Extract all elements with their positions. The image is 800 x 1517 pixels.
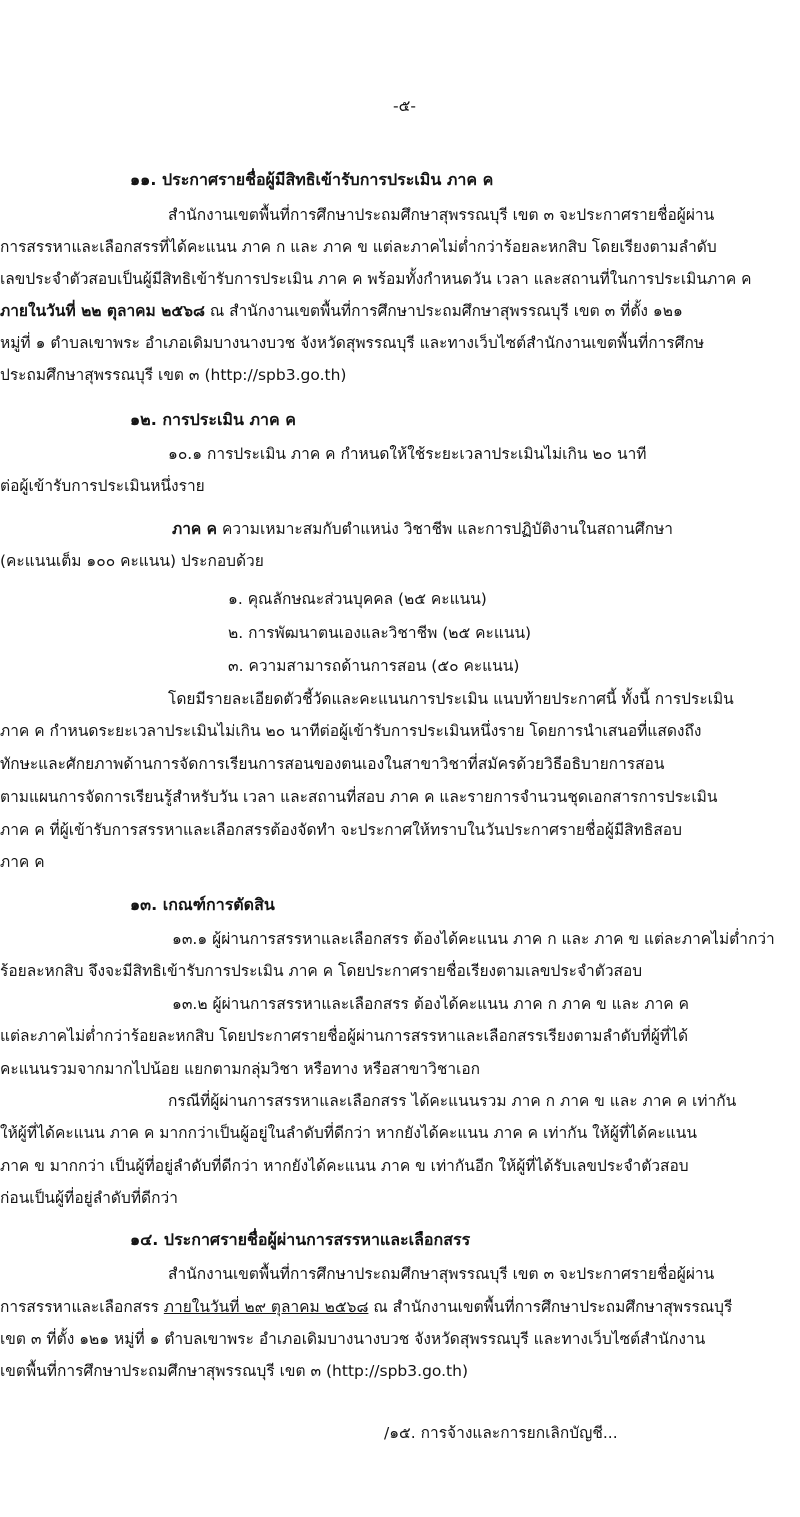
section-14-line-pre: การสรรหาและเลือกสรร [0,1298,164,1316]
section-12-line [172,518,673,540]
part-c-label: ภาค ค [172,520,218,538]
section-12-paragraph: ทักษะและศักยภาพด้านการจัดการเรียนการสอนของตนเองในสาขาวิชาที่สมัครด้วยวิธีอธิบายการสอน [0,755,665,773]
section-12-paragraph: ภาค ค กำหนดระยะเวลาประเมินไม่เกิน ๒๐ นาทีต่อผู้เข้ารับการประเมินหนึ่งราย โดยการนำเสนอที่แสดงถึง [0,722,702,740]
section-12-line: ต่อผู้เข้ารับการประเมินหนึ่งราย [0,477,205,495]
section-12-paragraph: โดยมีรายละเอียดตัวชี้วัดและคะแนนการประเมิน แนบท้ายประกาศนี้ ทั้งนี้ การประเมิน [168,690,734,708]
section-12-paragraph: ภาค ค ที่ผู้เข้ารับการสรรหาและเลือกสรรต้องจัดทำ จะประกาศให้ทราบในวันประกาศรายชื่อผู้มีสิทธิสอบ [0,821,682,839]
section-13-line: ภาค ข มากกว่า เป็นผู้ที่อยู่ลำดับที่ดีกว่า หากยังได้คะแนน ภาค ข เท่ากันอีก ให้ผู้ที่ได้รับเลขประจำตัวสอบ [0,1157,689,1175]
section-13-line: กรณีที่ผู้ผ่านการสรรหาและเลือกสรร ได้คะแนนรวม ภาค ก ภาค ข และ ภาค ค เท่ากัน [168,1092,737,1110]
deadline-date-bold: ภายในวันที่ ๒๒ ตุลาคม ๒๕๖๘ [0,302,205,320]
section-13-line: แต่ละภาคไม่ต่ำกว่าร้อยละหกสิบ โดยประกาศรายชื่อผู้ผ่านการสรรหาและเลือกสรรเรียงตามลำดับที่ผู้ที่ได้ [0,1027,689,1045]
section-13-heading: ๑๓. เกณฑ์การตัดสิน [130,895,275,914]
section-11-line: หมู่ที่ ๑ ตำบลเขาพระ อำเภอเดิมบางนางบวช จังหวัดสุพรรณบุรี และทางเว็บไซต์สำนักงานเขตพื้นที่การศึกษ [0,334,705,352]
page-number: -๕- [393,97,416,115]
section-14-line-rest: ณ สำนักงานเขตพื้นที่การศึกษาประถมศึกษาสุพรรณบุรี [368,1298,733,1316]
section-14-line: เขต ๓ ที่ตั้ง ๑๒๑ หมู่ที่ ๑ ตำบลเขาพระ อำเภอเดิมบางนางบวช จังหวัดสุพรรณบุรี และทางเว็บไซต์สำนักงาน [0,1330,706,1348]
section-12-line: ๑๐.๑ การประเมิน ภาค ค กำหนดให้ใช้ระยะเวลาประเมินไม่เกิน ๒๐ นาที [168,445,647,463]
section-12-heading: ๑๒. การประเมิน ภาค ค [130,410,296,429]
section-13-line: ๑๓.๒ ผู้ผ่านการสรรหาและเลือกสรร ต้องได้คะแนน ภาค ก ภาค ข และ ภาค ค [172,995,689,1013]
section-13-line: ให้ผู้ที่ได้คะแนน ภาค ค มากกว่าเป็นผู้อยู่ในลำดับที่ดีกว่า หากยังได้คะแนน ภาค ค เท่ากัน ให้ผู้ที่ได้คะแนน [0,1124,697,1142]
section-14-line: สำนักงานเขตพื้นที่การศึกษาประถมศึกษาสุพรรณบุรี เขต ๓ จะประกาศรายชื่อผู้ผ่าน [168,1265,715,1283]
criteria-item: ๒. การพัฒนาตนเองและวิชาชีพ (๒๕ คะแนน) [228,624,532,642]
criteria-item: ๓. ความสามารถด้านการสอน (๕๐ คะแนน) [228,657,520,675]
section-14-line [0,1296,732,1318]
section-11-line: สำนักงานเขตพื้นที่การศึกษาประถมศึกษาสุพรรณบุรี เขต ๓ จะประกาศรายชื่อผู้ผ่าน [168,206,715,224]
section-14-line: เขตพื้นที่การศึกษาประถมศึกษาสุพรรณบุรี เขต ๓ (http://spb3.go.th) [0,1362,468,1380]
section-13-line: คะแนนรวมจากมากไปน้อย แยกตามกลุ่มวิชา หรือทาง หรือสาขาวิชาเอก [0,1060,481,1078]
announcement-date-underlined: ภายในวันที่ ๒๙ ตุลาคม ๒๕๖๘ [163,1298,369,1316]
continuation-note: /๑๕. การจ้างและการยกเลิกบัญชี... [384,1424,618,1442]
section-11-line-rest: ณ สำนักงานเขตพื้นที่การศึกษาประถมศึกษาสุพรรณบุรี เขต ๓ ที่ตั้ง ๑๒๑ [204,302,683,320]
section-11-line [0,300,683,322]
section-11-line: เลขประจำตัวสอบเป็นผู้มีสิทธิเข้ารับการประเมิน ภาค ค พร้อมทั้งกำหนดวัน เวลา และสถานที่ในการประเมินภาค ค [0,270,752,288]
section-12-line-rest: ความเหมาะสมกับตำแหน่ง วิชาชีพ และการปฏิบัติงานในสถานศึกษา [217,520,674,538]
section-13-line: ร้อยละหกสิบ จึงจะมีสิทธิเข้ารับการประเมิน ภาค ค โดยประกาศรายชื่อเรียงตามเลขประจำตัวสอบ [0,962,643,980]
section-13-line: ก่อนเป็นผู้ที่อยู่ลำดับที่ดีกว่า [0,1189,178,1207]
section-12-paragraph: ตามแผนการจัดการเรียนรู้สำหรับวัน เวลา และสถานที่สอบ ภาค ค และรายการจำนวนชุดเอกสารการประเมิน [0,788,718,806]
section-14-heading: ๑๔. ประกาศรายชื่อผู้ผ่านการสรรหาและเลือกสรร [130,1230,471,1249]
section-13-line: ๑๓.๑ ผู้ผ่านการสรรหาและเลือกสรร ต้องได้คะแนน ภาค ก และ ภาค ข แต่ละภาคไม่ต่ำกว่า [172,930,775,948]
section-12-paragraph: ภาค ค [0,853,45,871]
criteria-item: ๑. คุณลักษณะส่วนบุคคล (๒๕ คะแนน) [228,590,487,608]
section-11-heading: ๑๑. ประกาศรายชื่อผู้มีสิทธิเข้ารับการประเมิน ภาค ค [130,170,494,189]
section-11-line: ประถมศึกษาสุพรรณบุรี เขต ๓ (http://spb3.go.th) [0,366,347,384]
section-11-line: การสรรหาและเลือกสรรที่ได้คะแนน ภาค ก และ ภาค ข แต่ละภาคไม่ต่ำกว่าร้อยละหกสิบ โดยเรียงตามลำดับ [0,238,717,256]
section-12-line: (คะแนนเต็ม ๑๐๐ คะแนน) ประกอบด้วย [0,552,264,570]
